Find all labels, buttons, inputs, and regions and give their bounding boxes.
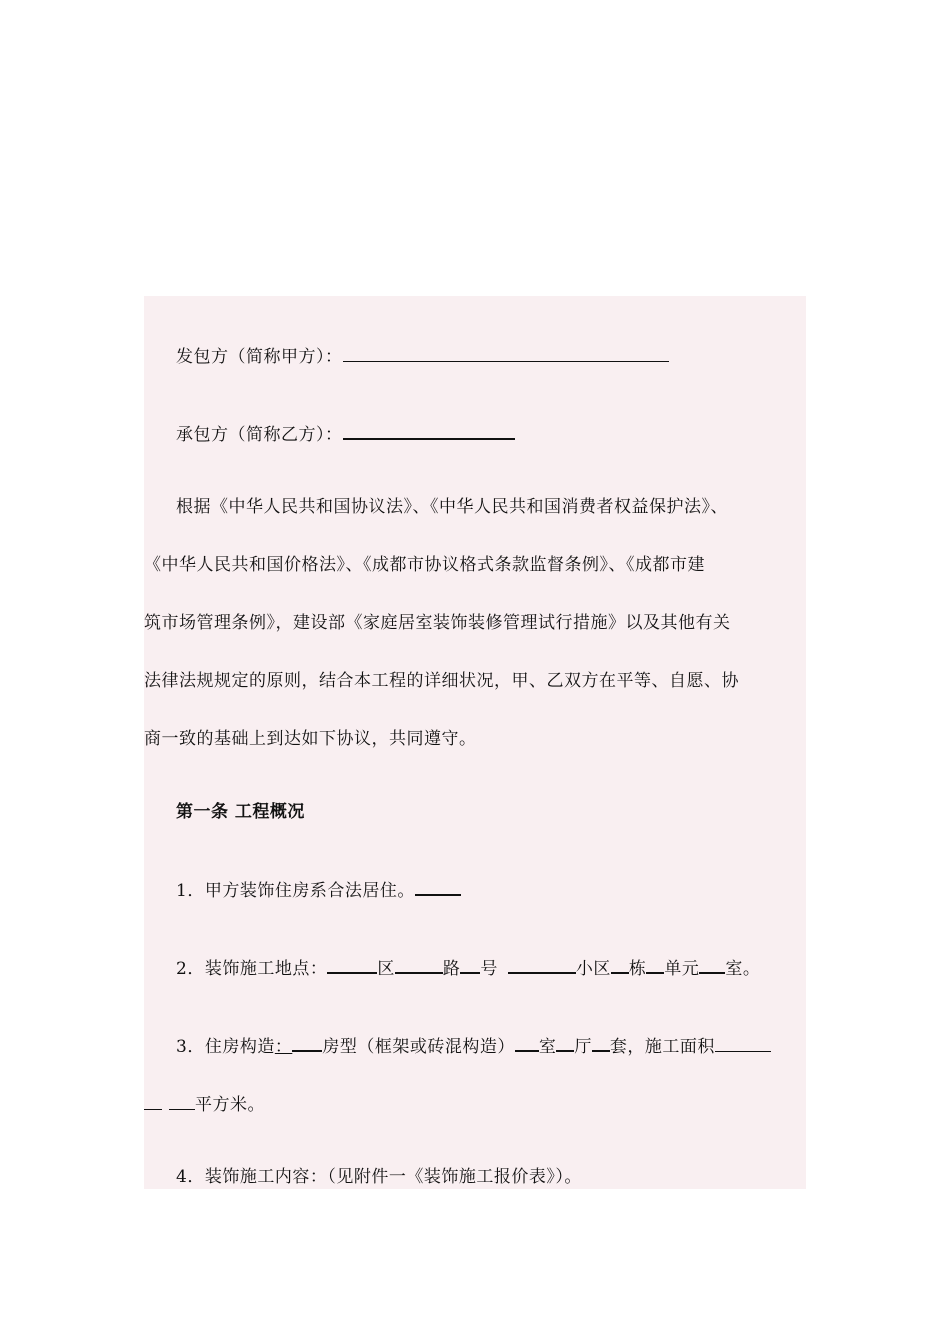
item3-colon: ： <box>274 1037 293 1057</box>
preamble-line-3: 筑市场管理条例》，建设部《家庭居室装饰装修管理试行措施》以及其他有关 <box>144 613 731 633</box>
area-blank-part3[interactable] <box>169 1091 195 1110</box>
party-a-label: 发包方（简称甲方）： <box>176 347 343 367</box>
item2-community: 小区 <box>575 959 611 979</box>
preamble-line-1: 根据《中华人民共和国协议法》、《中华人民共和国消费者权益保护法》、 <box>176 497 728 517</box>
item2-building: 栋 <box>628 959 647 979</box>
item2-district: 区 <box>377 959 395 979</box>
item3-halls: 厅 <box>574 1037 592 1057</box>
item3-line <box>176 1032 846 1059</box>
item2-unit: 单元 <box>664 959 700 979</box>
item3-type: 房型（框架或砖混构造） <box>322 1037 515 1057</box>
item2-room: 室。 <box>725 959 761 979</box>
party-b-line <box>176 420 846 447</box>
unit-blank[interactable] <box>646 954 664 974</box>
item3-line-2 <box>144 1091 814 1117</box>
item1-blank[interactable] <box>415 876 461 896</box>
preamble-line-5: 商一致的基础上到达如下协议，共同遵守。 <box>144 729 477 749</box>
party-a-line <box>176 343 846 369</box>
item2-prefix: 2．装饰施工地点： <box>176 959 328 979</box>
room-blank[interactable] <box>699 954 725 974</box>
item1-line <box>176 876 846 903</box>
number-blank[interactable] <box>460 954 480 974</box>
district-blank[interactable] <box>327 954 377 974</box>
item3-area-unit: 平方米。 <box>195 1095 265 1115</box>
halls-blank[interactable] <box>556 1032 574 1052</box>
party-a-blank[interactable] <box>343 343 669 362</box>
house-type-blank[interactable] <box>292 1032 322 1052</box>
area-blank-part1[interactable] <box>715 1033 771 1052</box>
road-blank[interactable] <box>395 954 443 974</box>
item3-rooms: 室 <box>538 1037 557 1057</box>
area-blank-part2[interactable] <box>144 1091 162 1110</box>
item3-sets: 套，施工面积 <box>609 1037 715 1057</box>
rooms-blank[interactable] <box>515 1032 539 1052</box>
party-b-blank[interactable] <box>343 420 515 440</box>
item4-line: 4．装饰施工内容：（见附件一《装饰施工报价表》）。 <box>176 1167 582 1187</box>
preamble-line-4: 法律法规规定的原则，结合本工程的详细状况，甲、乙双方在平等、自愿、协 <box>144 671 739 691</box>
item3-prefix: 3．住房构造 <box>176 1037 275 1057</box>
item2-line <box>176 954 846 981</box>
item1-text: 1．甲方装饰住房系合法居住。 <box>176 881 415 901</box>
item2-road: 路 <box>442 959 461 979</box>
community-blank[interactable] <box>508 954 576 974</box>
item2-number: 号 <box>480 959 498 979</box>
preamble-line-2: 《中华人民共和国价格法》、《成都市协议格式条款监督条例》、《成都市建 <box>144 555 705 575</box>
building-blank[interactable] <box>611 954 629 974</box>
article1-title: 第一条 工程概况 <box>176 802 305 822</box>
sets-blank[interactable] <box>592 1032 610 1052</box>
party-b-label: 承包方（简称乙方）： <box>176 425 343 445</box>
